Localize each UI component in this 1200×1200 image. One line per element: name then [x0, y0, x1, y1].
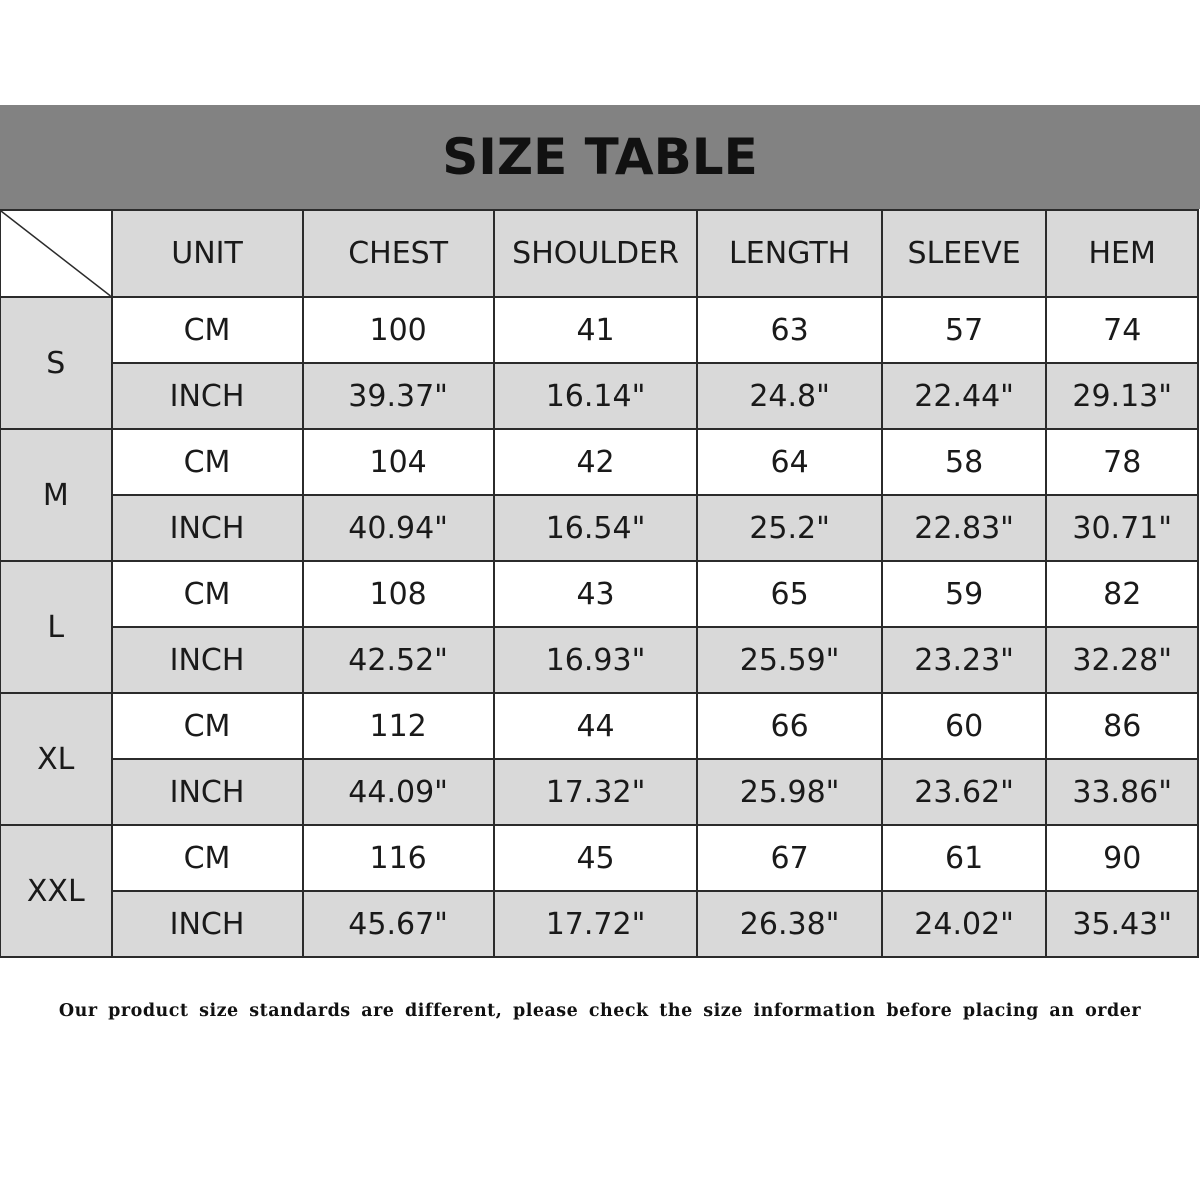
unit-cell: INCH — [112, 363, 303, 429]
table-row — [0, 825, 1198, 891]
table-row — [0, 363, 1198, 429]
hem-value: 90 — [1046, 825, 1198, 891]
sleeve-value: 22.83" — [882, 495, 1047, 561]
sleeve-value: 22.44" — [882, 363, 1047, 429]
length-value: 26.38" — [697, 891, 881, 957]
length-value: 25.59" — [697, 627, 881, 693]
shoulder-value: 17.72" — [494, 891, 698, 957]
size-table — [0, 209, 1199, 958]
unit-cell: CM — [112, 297, 303, 363]
unit-cell: CM — [112, 693, 303, 759]
size-label: S — [0, 297, 112, 429]
sleeve-value: 59 — [882, 561, 1047, 627]
table-row — [0, 693, 1198, 759]
header-row — [0, 210, 1198, 297]
header-unit: UNIT — [112, 210, 303, 297]
header-hem: HEM — [1046, 210, 1198, 297]
shoulder-value: 16.93" — [494, 627, 698, 693]
size-label: XL — [0, 693, 112, 825]
size-label: M — [0, 429, 112, 561]
table-row — [0, 627, 1198, 693]
size-label: L — [0, 561, 112, 693]
table-row — [0, 297, 1198, 363]
unit-cell: CM — [112, 825, 303, 891]
length-value: 25.98" — [697, 759, 881, 825]
length-value: 66 — [697, 693, 881, 759]
chest-value: 45.67" — [303, 891, 494, 957]
chest-value: 100 — [303, 297, 494, 363]
shoulder-value: 16.54" — [494, 495, 698, 561]
table-row — [0, 759, 1198, 825]
table-row — [0, 891, 1198, 957]
hem-value: 35.43" — [1046, 891, 1198, 957]
table-row — [0, 561, 1198, 627]
shoulder-value: 42 — [494, 429, 698, 495]
sleeve-value: 23.62" — [882, 759, 1047, 825]
chest-value: 108 — [303, 561, 494, 627]
diagonal-divider — [1, 211, 111, 296]
length-value: 64 — [697, 429, 881, 495]
hem-value: 32.28" — [1046, 627, 1198, 693]
hem-value: 78 — [1046, 429, 1198, 495]
chest-value: 44.09" — [303, 759, 494, 825]
chest-value: 42.52" — [303, 627, 494, 693]
length-value: 24.8" — [697, 363, 881, 429]
sleeve-value: 57 — [882, 297, 1047, 363]
size-label: XXL — [0, 825, 112, 957]
shoulder-value: 17.32" — [494, 759, 698, 825]
sleeve-value: 58 — [882, 429, 1047, 495]
sleeve-value: 23.23" — [882, 627, 1047, 693]
hem-value: 29.13" — [1046, 363, 1198, 429]
hem-value: 30.71" — [1046, 495, 1198, 561]
length-value: 65 — [697, 561, 881, 627]
sleeve-value: 61 — [882, 825, 1047, 891]
corner-cell — [0, 210, 112, 297]
unit-cell: INCH — [112, 627, 303, 693]
table-row — [0, 429, 1198, 495]
page-title: SIZE TABLE — [442, 128, 758, 186]
sleeve-value: 60 — [882, 693, 1047, 759]
header-length: LENGTH — [697, 210, 881, 297]
unit-cell: CM — [112, 429, 303, 495]
hem-value: 82 — [1046, 561, 1198, 627]
header-shoulder: SHOULDER — [494, 210, 698, 297]
shoulder-value: 41 — [494, 297, 698, 363]
unit-cell: INCH — [112, 891, 303, 957]
length-value: 67 — [697, 825, 881, 891]
shoulder-value: 45 — [494, 825, 698, 891]
hem-value: 86 — [1046, 693, 1198, 759]
chest-value: 39.37" — [303, 363, 494, 429]
header-chest: CHEST — [303, 210, 494, 297]
chest-value: 116 — [303, 825, 494, 891]
length-value: 63 — [697, 297, 881, 363]
hem-value: 33.86" — [1046, 759, 1198, 825]
sleeve-value: 24.02" — [882, 891, 1047, 957]
header-sleeve: SLEEVE — [882, 210, 1047, 297]
unit-cell: CM — [112, 561, 303, 627]
table-row — [0, 495, 1198, 561]
length-value: 25.2" — [697, 495, 881, 561]
chest-value: 104 — [303, 429, 494, 495]
chest-value: 40.94" — [303, 495, 494, 561]
hem-value: 74 — [1046, 297, 1198, 363]
chest-value: 112 — [303, 693, 494, 759]
footer-note: Our product size standards are different, please check the size information before placing an order — [58, 1001, 1142, 1021]
unit-cell: INCH — [112, 495, 303, 561]
unit-cell: INCH — [112, 759, 303, 825]
shoulder-value: 16.14" — [494, 363, 698, 429]
title-banner — [0, 105, 1200, 209]
shoulder-value: 43 — [494, 561, 698, 627]
shoulder-value: 44 — [494, 693, 698, 759]
